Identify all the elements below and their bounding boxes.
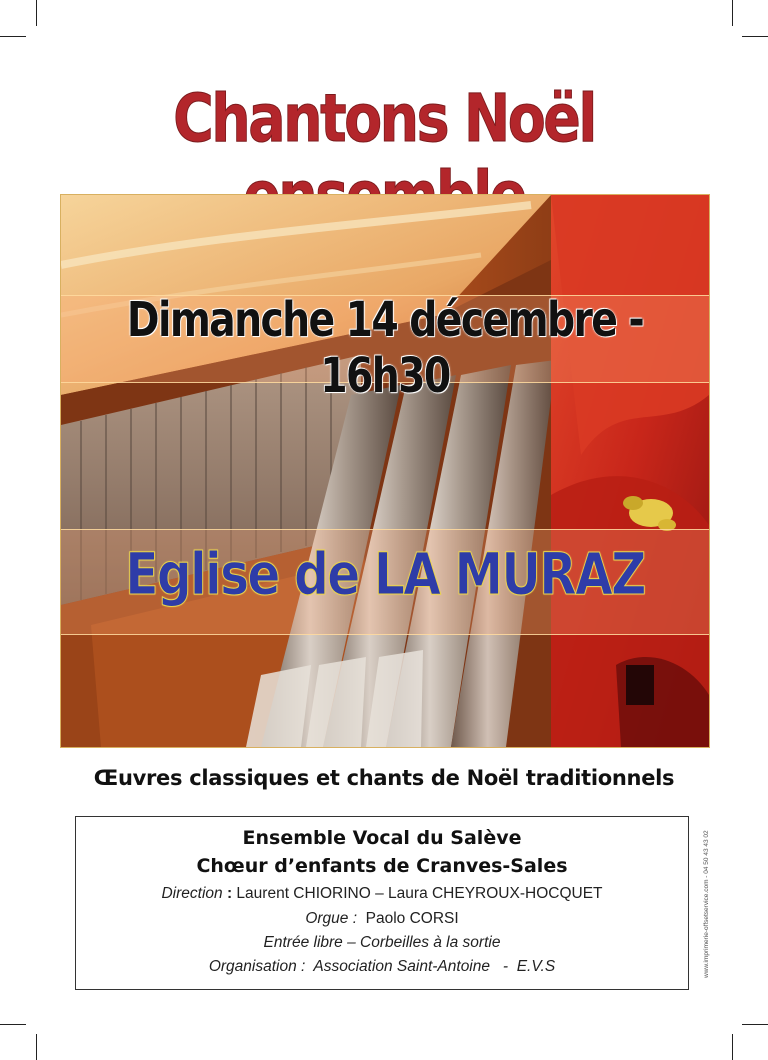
organ-pipes-and-poinsettia-photo xyxy=(61,195,709,747)
crop-mark-right-bottom xyxy=(742,1024,768,1025)
crop-mark-left-bottom xyxy=(0,1024,26,1025)
direction-value: Laurent CHIORINO – Laura CHEYROUX-HOCQUET xyxy=(232,885,603,902)
crop-mark-top-right xyxy=(732,0,733,26)
printer-credit: www.imprimerie-offsetservice.com - 04 50 43 43 02 xyxy=(703,830,710,978)
choir-name: Chœur d’enfants de Cranves-Sales xyxy=(196,855,568,877)
crop-mark-right-top xyxy=(742,36,768,37)
info-box xyxy=(75,816,689,990)
poster-title: Chantons Noël xyxy=(173,80,595,157)
organ-value: Paolo CORSI xyxy=(357,910,459,927)
organisation-line xyxy=(76,958,688,976)
direction-label: Direction xyxy=(161,885,223,902)
crop-mark-left-top xyxy=(0,36,26,37)
organ-line xyxy=(76,910,688,928)
event-photo xyxy=(60,194,710,748)
organ-label: Orgue : xyxy=(305,910,358,927)
event-date-time: Dimanche 14 décembre - 16h30 xyxy=(126,292,644,404)
crop-mark-top-left xyxy=(36,0,37,26)
crop-mark-bottom-left xyxy=(36,1034,37,1060)
direction-colon: : xyxy=(222,885,233,902)
crop-mark-bottom-right xyxy=(732,1034,733,1060)
program-subtitle: Œuvres classiques et chants de Noël traditionnels xyxy=(93,766,675,790)
organisation-label: Organisation : xyxy=(208,958,306,975)
event-location: Eglise de LA MURAZ xyxy=(125,540,645,608)
entry-info: Entrée libre – Corbeilles à la sortie xyxy=(263,934,501,951)
direction-line xyxy=(76,885,688,903)
ensemble-name: Ensemble Vocal du Salève xyxy=(242,827,522,849)
organisation-value: Association Saint-Antoine - E.V.S xyxy=(305,958,556,975)
